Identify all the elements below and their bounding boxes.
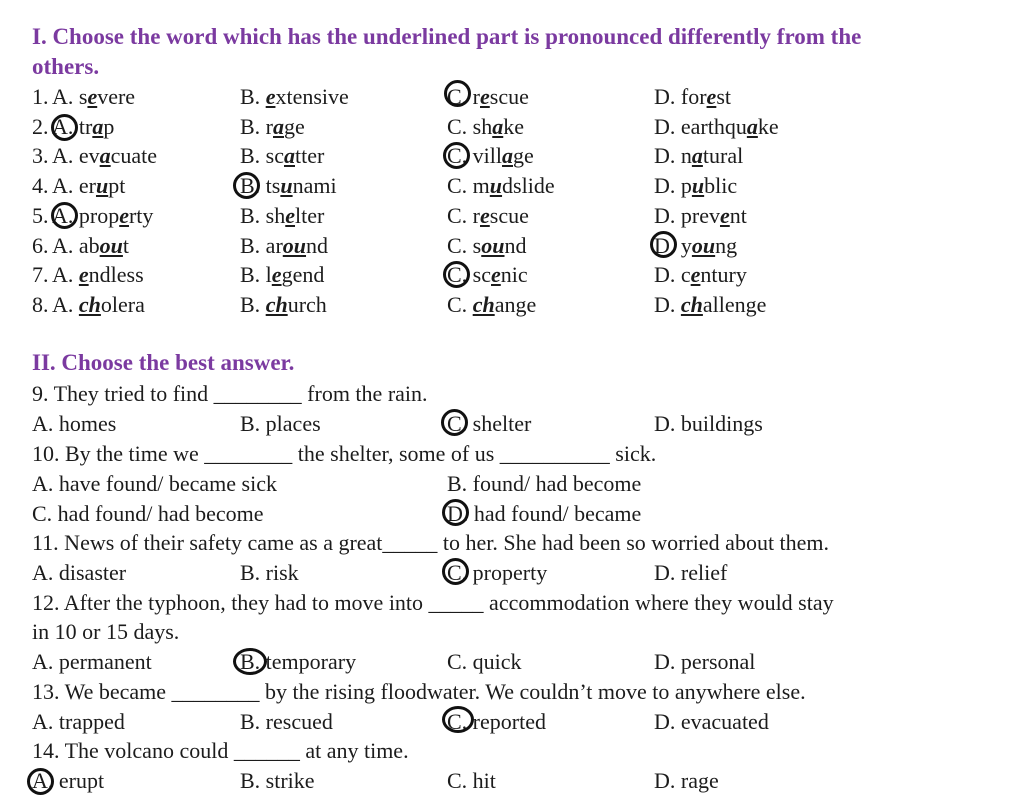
q5-option-b (240, 203, 324, 229)
answer-circle-q11 (442, 558, 469, 585)
q6-option-b (240, 233, 328, 259)
section1-title-line2: others. (32, 54, 100, 79)
q1-number: 1. (32, 84, 49, 109)
q7-option-b (240, 262, 324, 288)
underlined-part: a (691, 143, 703, 169)
q8-number: 8. (32, 291, 49, 317)
underlined-part: e (78, 262, 89, 288)
underlined-part: u (95, 173, 109, 199)
word-part: D. for (654, 84, 707, 109)
underlined-part: e (480, 84, 490, 109)
answer-circle-q10 (442, 499, 469, 526)
q14-option-d: D. rage (654, 768, 719, 793)
word-part: C. m (447, 173, 490, 199)
word-part: scue (489, 202, 529, 228)
word-part: D. prev (654, 202, 720, 228)
word-part: allenge (702, 291, 767, 317)
q11-option-c: C. property (447, 560, 548, 585)
answer-circle-q6 (650, 231, 677, 258)
q14-option-b: B. strike (240, 768, 315, 793)
answer-circle-q9 (441, 409, 468, 436)
answer-circle-q4 (233, 172, 260, 199)
word-part: C. r (447, 84, 480, 109)
q4-option-a (52, 173, 125, 199)
word-part: olera (100, 291, 145, 317)
word-part: A. tr (52, 113, 93, 139)
word-part: urch (287, 291, 327, 317)
word-part: A. er (52, 173, 96, 199)
q1-option-d (654, 84, 731, 110)
word-part: A. prop (52, 202, 120, 228)
question-9: 9. They tried to find ________ from the rain. (32, 381, 428, 406)
underlined-part: ou (691, 232, 716, 258)
word-part: tural (702, 143, 744, 169)
underlined-part: a (284, 143, 295, 169)
q3-number: 3. (32, 143, 49, 169)
word-part: A. ab (52, 232, 100, 258)
answer-circle-q3 (443, 142, 470, 169)
word-part: B. (240, 291, 266, 317)
q1-option-b (240, 84, 349, 110)
q1-option-a (52, 84, 135, 110)
underlined-part: e (285, 202, 296, 228)
section2-title: II. Choose the best answer. (32, 350, 295, 375)
word-part: ng (715, 232, 738, 258)
word-part: nic (500, 262, 528, 288)
q11-option-a: A. disaster (32, 560, 127, 585)
word-part: A. ev (52, 143, 100, 169)
word-part: C. sc (447, 262, 491, 288)
word-part: B. (240, 84, 266, 109)
q9-option-d: D. buildings (654, 411, 763, 436)
q6-option-a (52, 233, 129, 259)
q5-option-d (654, 203, 747, 229)
word-part: ge (513, 143, 534, 169)
word-part: A. s (52, 84, 88, 109)
q8-option-b (240, 292, 327, 318)
underlined-part: a (99, 143, 111, 169)
question-13: 13. We became ________ by the rising floodwater. We couldn’t move to anywhere else. (32, 679, 806, 704)
word-part: B. r (240, 113, 273, 139)
q8-option-d (654, 292, 766, 318)
underlined-part: ou (481, 232, 505, 258)
q14-option-a: A. erupt (32, 768, 105, 793)
q10-option-d: D. had found/ became (447, 501, 642, 526)
underlined-part: ou (282, 232, 307, 258)
q2-option-b (240, 114, 305, 140)
word-part: t (122, 232, 130, 258)
underlined-part: e (706, 84, 717, 109)
word-part: C. s (447, 232, 482, 258)
q2-option-c (447, 114, 524, 140)
word-part: D. (654, 291, 681, 317)
q7-number: 7. (32, 262, 49, 288)
underlined-part: a (92, 113, 104, 139)
word-part: xtensive (275, 84, 349, 109)
q3-option-b (240, 143, 324, 169)
word-part: cuate (110, 143, 158, 169)
q13-option-a: A. trapped (32, 709, 125, 734)
underlined-part: e (265, 84, 276, 109)
answer-circle-q2 (51, 114, 78, 141)
word-part: st (716, 84, 731, 109)
word-part: D. c (654, 262, 691, 288)
q13-option-d: D. evacuated (654, 709, 769, 734)
word-part: D. n (654, 143, 692, 169)
q9-option-a: A. homes (32, 411, 117, 436)
underlined-part: e (480, 202, 490, 228)
underlined-part: e (690, 262, 701, 288)
q13-option-c: C. reported (447, 709, 546, 734)
answer-circle-q5 (51, 202, 78, 229)
q2-number: 2. (32, 113, 49, 139)
word-part: B. ts (240, 173, 281, 199)
word-part: C. sh (447, 113, 493, 139)
underlined-part: a (492, 113, 504, 139)
q8-option-c (447, 292, 536, 318)
answer-circle-q1 (444, 80, 471, 107)
underlined-part: u (489, 173, 503, 199)
underlined-part: ch (78, 291, 101, 317)
question-12-line2: in 10 or 15 days. (32, 619, 180, 644)
word-part: nami (292, 173, 337, 199)
word-part: D. p (654, 173, 692, 199)
underlined-part: u (280, 173, 293, 199)
q11-option-b: B. risk (240, 560, 299, 585)
underlined-part: ou (99, 232, 123, 258)
q8-option-a (52, 292, 145, 318)
q9-option-c: C. shelter (447, 411, 532, 436)
word-part: nt (729, 202, 747, 228)
word-part: tter (295, 143, 325, 169)
underlined-part: e (119, 202, 129, 228)
underlined-part: ch (472, 291, 495, 317)
q7-option-a (52, 262, 144, 288)
section1-title-line1: I. Choose the word which has the underlined part is pronounced differently from the (32, 24, 862, 49)
q3-option-a (52, 143, 157, 169)
underlined-part: e (271, 262, 282, 288)
word-part: ntury (700, 262, 747, 288)
q10-option-b: B. found/ had become (447, 471, 642, 496)
underlined-part: ch (680, 291, 703, 317)
q11-option-d: D. relief (654, 560, 728, 585)
q10-option-c: C. had found/ had become (32, 501, 264, 526)
word-part: B. sh (240, 202, 286, 228)
underlined-part: u (691, 173, 705, 199)
word-part: B. ar (240, 232, 283, 258)
q12-option-c: C. quick (447, 649, 522, 674)
q4-option-c (447, 173, 555, 199)
q7-option-d (654, 262, 747, 288)
word-part: C. vill (447, 143, 503, 169)
answer-circle-q7 (443, 261, 470, 288)
q13-option-b: B. rescued (240, 709, 333, 734)
word-part: nd (504, 232, 527, 258)
word-part: D. y (654, 232, 692, 258)
word-part: C. (447, 291, 473, 317)
word-part: ke (503, 113, 525, 139)
answer-circle-q13 (442, 706, 474, 733)
word-part: ndless (88, 262, 144, 288)
question-12-line1: 12. After the typhoon, they had to move into _____ accommodation where they would stay (32, 590, 834, 615)
underlined-part: a (502, 143, 514, 169)
q10-option-a: A. have found/ became sick (32, 471, 277, 496)
word-part: B. sc (240, 143, 284, 169)
word-part: nd (306, 232, 329, 258)
word-part: lter (295, 202, 325, 228)
word-part: A. (52, 262, 79, 288)
answer-circle-q12 (233, 648, 267, 675)
word-part: D. earthqu (654, 113, 747, 139)
word-part: vere (97, 84, 136, 109)
word-part: ke (757, 113, 779, 139)
word-part: ange (494, 291, 537, 317)
question-10: 10. By the time we ________ the shelter, some of us __________ sick. (32, 441, 657, 466)
q4-option-d (654, 173, 737, 199)
question-14: 14. The volcano could ______ at any time. (32, 738, 409, 763)
q2-option-d (654, 114, 779, 140)
q4-number: 4. (32, 173, 49, 199)
word-part: scue (489, 84, 529, 109)
word-part: blic (704, 173, 738, 199)
answer-circle-q14 (27, 768, 54, 795)
underlined-part: e (87, 84, 98, 109)
underlined-part: e (719, 202, 730, 228)
q3-option-d (654, 143, 743, 169)
word-part: A. (52, 291, 79, 317)
underlined-part: e (491, 262, 501, 288)
word-part: C. r (447, 202, 480, 228)
q9-option-b: B. places (240, 411, 321, 436)
question-11: 11. News of their safety came as a great_____ to her. She had been so worried about them. (32, 530, 830, 555)
word-part: p (103, 113, 115, 139)
q5-number: 5. (32, 202, 49, 228)
underlined-part: a (746, 113, 758, 139)
q5-option-c (447, 203, 529, 229)
q12-option-b: B. temporary (240, 649, 357, 674)
word-part: B. l (240, 262, 272, 288)
q6-number: 6. (32, 232, 49, 258)
underlined-part: ch (265, 291, 288, 317)
word-part: rty (128, 202, 154, 228)
word-part: pt (108, 173, 126, 199)
word-part: dslide (502, 173, 555, 199)
word-part: gend (281, 262, 325, 288)
underlined-part: a (273, 113, 284, 139)
q6-option-c (447, 233, 527, 259)
q12-option-d: D. personal (654, 649, 756, 674)
q12-option-a: A. permanent (32, 649, 152, 674)
word-part: ge (284, 113, 305, 139)
q14-option-c: C. hit (447, 768, 496, 793)
